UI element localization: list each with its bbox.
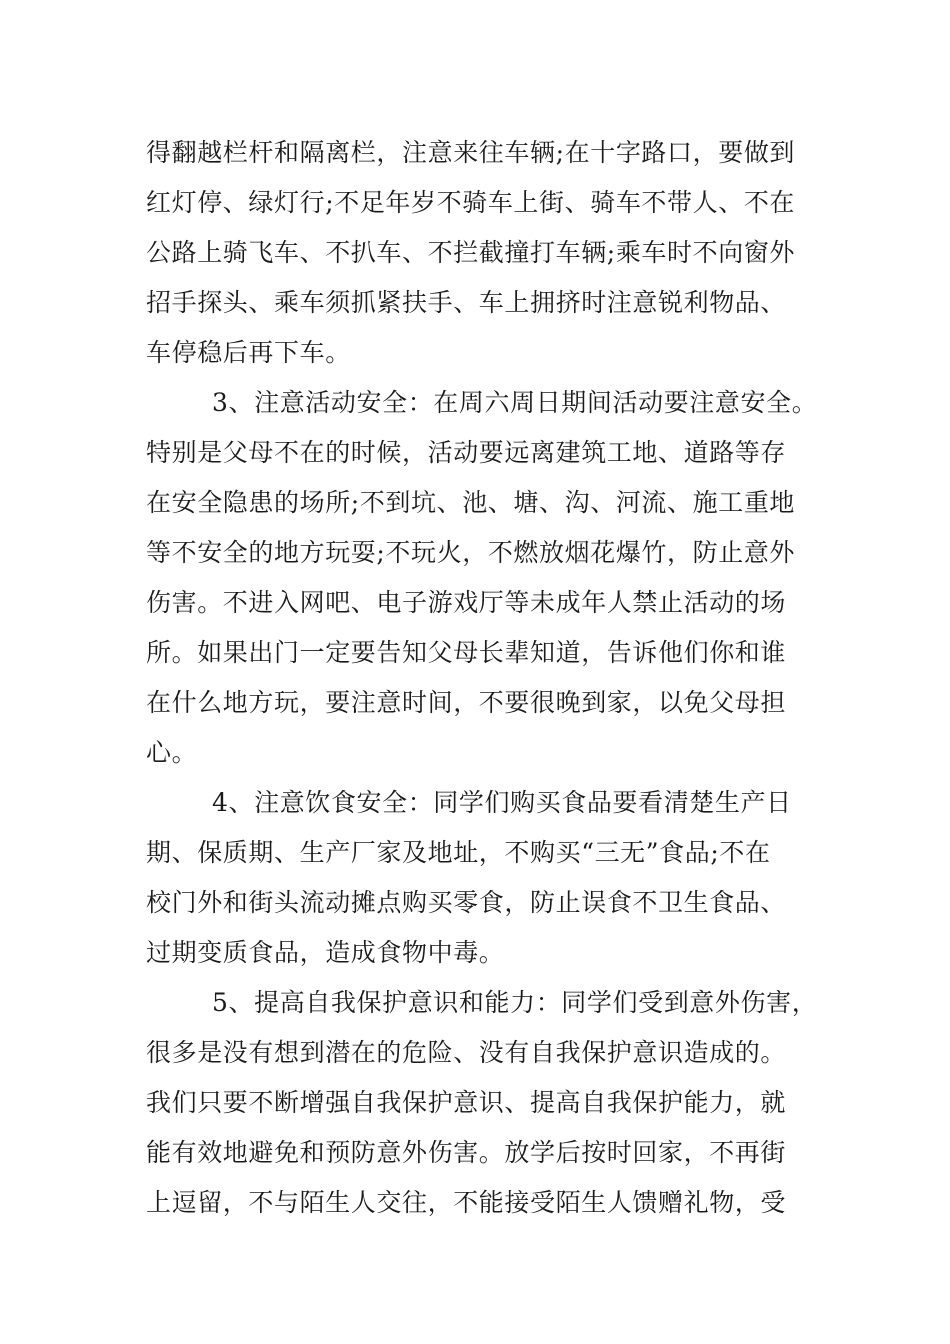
text-line: 车停稳后再下车。 xyxy=(146,338,351,367)
text-line: 4、注意饮食安全：同学们购买食品要看清楚生产日 xyxy=(212,788,792,817)
document-body xyxy=(146,128,846,1228)
text-line: 红灯停、绿灯行;不足年岁不骑车上街、骑车不带人、不在 xyxy=(146,188,796,217)
paragraph-traffic-continued xyxy=(146,128,846,378)
text-line: 伤害。不进入网吧、电子游戏厅等未成年人禁止活动的场 xyxy=(146,588,787,617)
text-line: 上逗留，不与陌生人交往，不能接受陌生人馈赠礼物，受 xyxy=(146,1188,787,1217)
text-line: 5、提高自我保护意识和能力：同学们受到意外伤害， xyxy=(212,988,818,1017)
text-line: 公路上骑飞车、不扒车、不拦截撞打车辆;乘车时不向窗外 xyxy=(146,238,796,267)
text-line: 得翻越栏杆和隔离栏，注意来往车辆;在十字路口，要做到 xyxy=(146,138,796,167)
text-line: 等不安全的地方玩耍;不玩火，不燃放烟花爆竹，防止意外 xyxy=(146,538,796,567)
text-line: 期、保质期、生产厂家及地址，不购买“三无”食品;不在 xyxy=(146,838,771,867)
text-line: 所。如果出门一定要告知父母长辈知道，告诉他们你和谁 xyxy=(146,638,787,667)
text-line: 过期变质食品，造成食物中毒。 xyxy=(146,938,505,967)
text-line: 校门外和街头流动摊点购买零食，防止误食不卫生食品、 xyxy=(146,888,787,917)
text-line: 能有效地避免和预防意外伤害。放学后按时回家，不再街 xyxy=(146,1138,787,1167)
text-line: 3、注意活动安全：在周六周日期间活动要注意安全。 xyxy=(212,388,818,417)
text-line: 在什么地方玩，要注意时间，不要很晚到家，以免父母担 xyxy=(146,688,787,717)
paragraph-self-protection xyxy=(146,978,846,1228)
text-line: 很多是没有想到潜在的危险、没有自我保护意识造成的。 xyxy=(146,1038,787,1067)
text-line: 在安全隐患的场所;不到坑、池、塘、沟、河流、施工重地 xyxy=(146,488,796,517)
paragraph-food-safety xyxy=(146,778,846,978)
text-line: 心。 xyxy=(146,738,198,767)
text-line: 招手探头、乘车须抓紧扶手、车上拥挤时注意锐利物品、 xyxy=(146,288,787,317)
paragraph-activity-safety xyxy=(146,378,846,778)
text-line: 我们只要不断增强自我保护意识、提高自我保护能力，就 xyxy=(146,1088,787,1117)
text-line: 特别是父母不在的时候，活动要远离建筑工地、道路等存 xyxy=(146,438,787,467)
